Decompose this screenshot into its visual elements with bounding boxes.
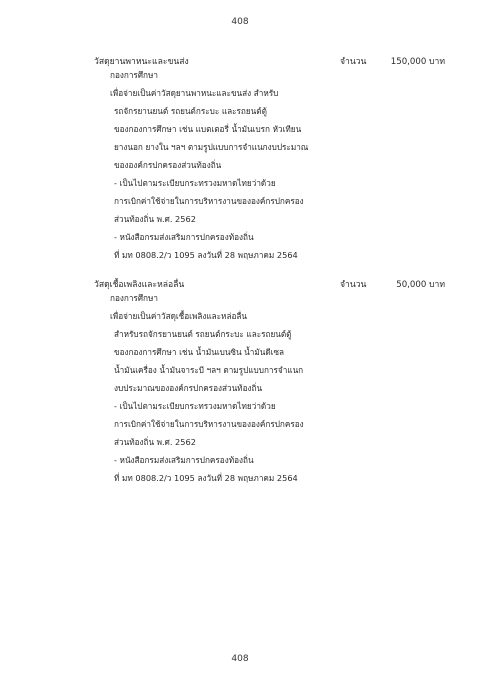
item-qty-label: จำนวน: [340, 280, 367, 290]
item-amount: 150,000 บาท: [390, 57, 445, 67]
item-header: [0, 54, 480, 68]
description-line: ของกองการศึกษา เช่น น้ำมันเบนซิน น้ำมันดีเซล: [114, 347, 285, 357]
reference-line: - หนังสือกรมส่งเสริมการปกครองท้องถิ่น: [114, 455, 254, 465]
reference-line: ที่ มท 0808.2/ว 1095 ลงวันที่ 28 พฤษภาคม 2564: [114, 250, 298, 260]
item-amount: 50,000 บาท: [396, 280, 445, 290]
description-line: สำหรับรถจักรยานยนต์ รถยนต์กระบะ และรถยนต์ตู้: [114, 329, 292, 339]
description-line: ของกองการศึกษา เช่น แบตเตอรี่ น้ำมันเบรก หัวเทียน: [114, 124, 302, 134]
reference-line: ที่ มท 0808.2/ว 1095 ลงวันที่ 28 พฤษภาคม 2564: [114, 473, 298, 483]
page-number-top: 408: [231, 17, 249, 27]
description-line: เพื่อจ่ายเป็นค่าวัสดุยานพาหนะและขนส่ง สำหรับ: [110, 88, 279, 98]
regulation-line: - เป็นไปตามระเบียบกระทรวงมหาดไทยว่าด้วย: [114, 178, 276, 188]
reference-line: - หนังสือกรมส่งเสริมการปกครองท้องถิ่น: [114, 232, 254, 242]
item-qty-label: จำนวน: [340, 57, 367, 67]
item-title: วัสดุเชื้อเพลิงและหล่อลื่น: [94, 280, 185, 290]
description-line: รถจักรยานยนต์ รถยนต์กระบะ และรถยนต์ตู้: [114, 106, 267, 116]
department-line: กองการศึกษา: [110, 293, 158, 303]
regulation-line: การเบิกค่าใช้จ่ายในการบริหารงานขององค์กรปกครอง: [114, 196, 304, 206]
regulation-line: ส่วนท้องถิ่น พ.ศ. 2562: [114, 214, 196, 224]
description-line: ขององค์กรปกครองส่วนท้องถิ่น: [114, 160, 222, 170]
item-title: วัสดุยานพาหนะและขนส่ง: [94, 57, 189, 67]
description-line: น้ำมันเครื่อง น้ำมันจาระบี ฯลฯ ตามรูปแบบการจำแนก: [114, 365, 304, 375]
item-header: [0, 277, 480, 291]
description-line: เพื่อจ่ายเป็นค่าวัสดุเชื้อเพลิงและหล่อลื่น: [110, 311, 248, 321]
department-line: กองการศึกษา: [110, 70, 158, 80]
page-number-bottom: 408: [231, 654, 249, 664]
regulation-line: - เป็นไปตามระเบียบกระทรวงมหาดไทยว่าด้วย: [114, 401, 276, 411]
regulation-line: ส่วนท้องถิ่น พ.ศ. 2562: [114, 437, 196, 447]
regulation-line: การเบิกค่าใช้จ่ายในการบริหารงานขององค์กรปกครอง: [114, 419, 304, 429]
description-line: งบประมาณขององค์กรปกครองส่วนท้องถิ่น: [114, 383, 263, 393]
description-line: ยางนอก ยางใน ฯลฯ ตามรูปแบบการจำแนกงบประมาณ: [114, 142, 309, 152]
